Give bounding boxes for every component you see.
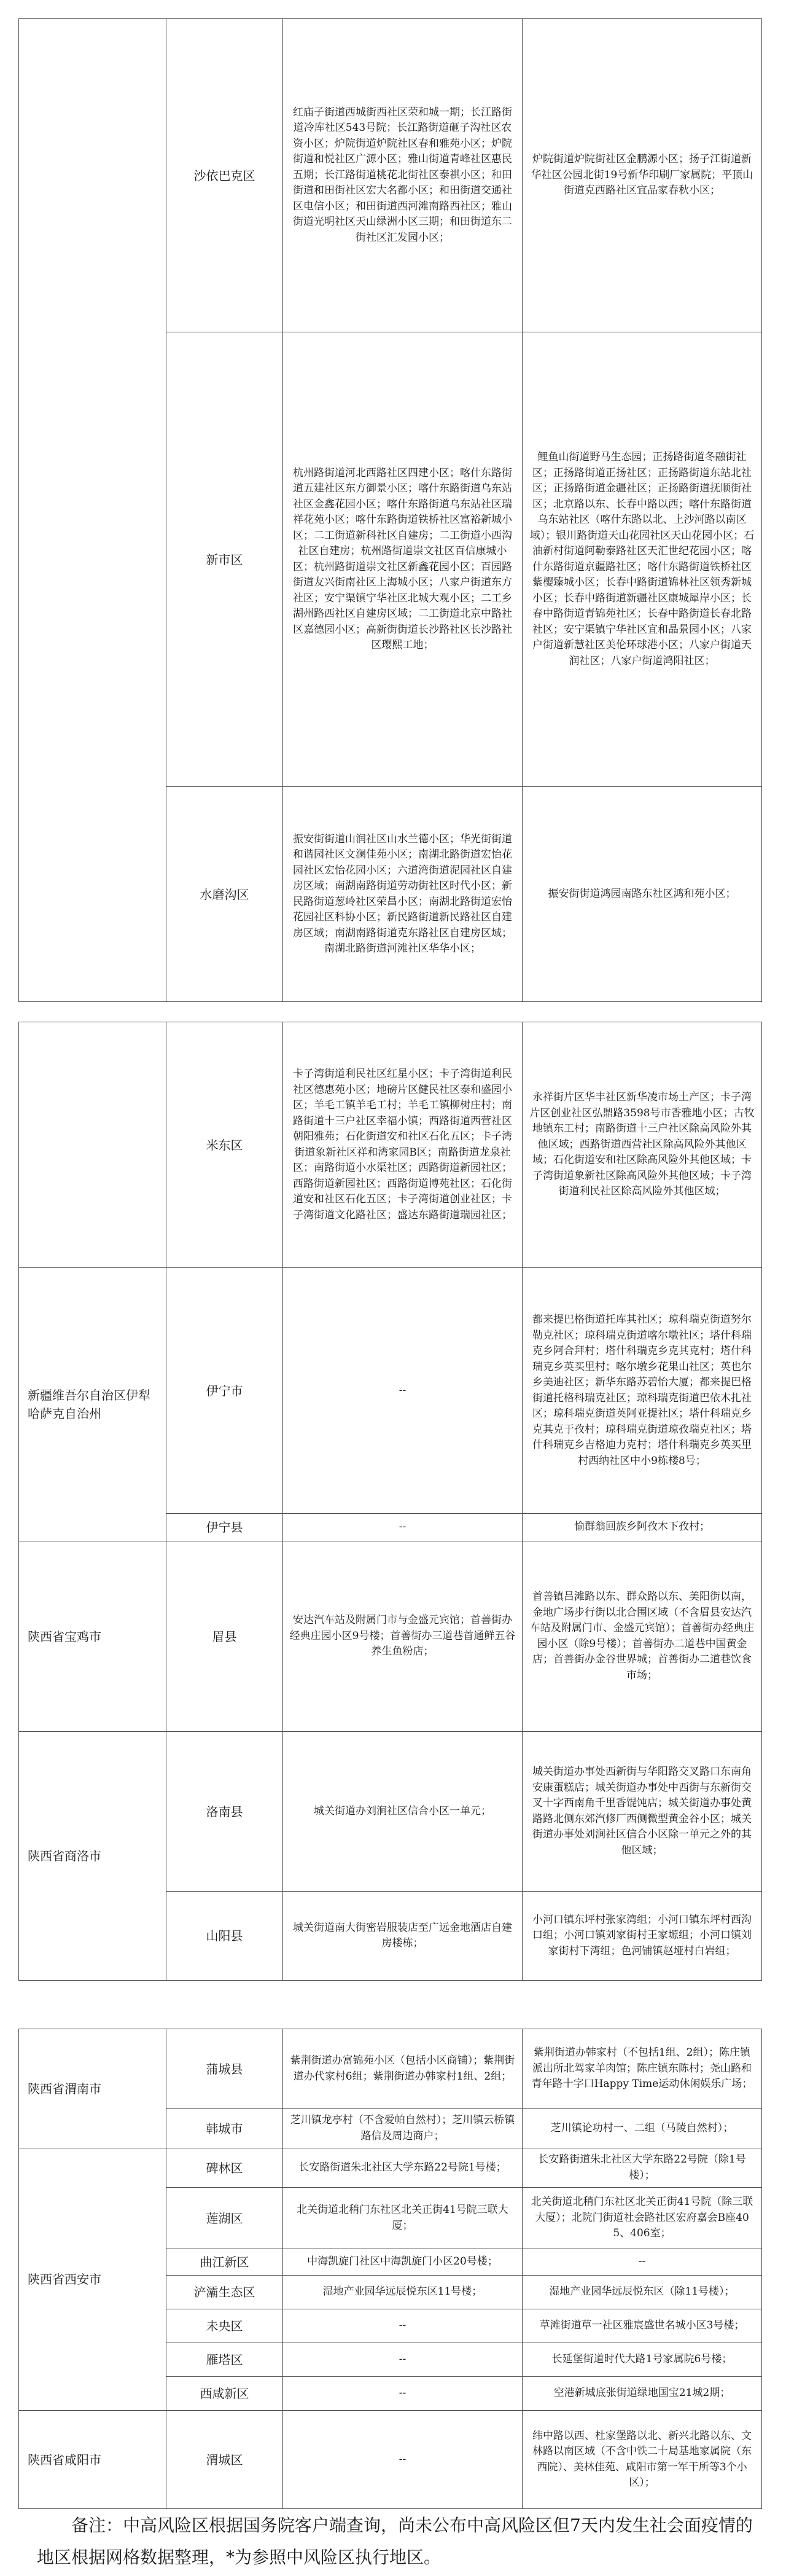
- province-cell: 陕西省咸阳市: [19, 2411, 166, 2509]
- high-risk-cell: 紫荆街道办富锦苑小区（包括小区商铺）；紫荆街道办代家村6组；紫荆街道办韩家村1组、2组；: [283, 2029, 523, 2109]
- footnote: 备注：中高风险区根据国务院客户端查询，尚未公布中高风险区但7天内发生社会面疫情的地区根据网格数据整理，*为参照中风险区执行地区。: [37, 2515, 753, 2567]
- risk-table-2: [18, 1022, 762, 1981]
- province-cell: 陕西省西安市: [19, 2148, 166, 2411]
- medium-risk-cell: 纬中路以西、杜家堡路以北、新兴北路以东、文林路以南区域（不含中铁二十局基地家属院（东西院）、美林佳苑、咸阳市第一军干所等3个小区）；: [523, 2411, 762, 2509]
- medium-risk-cell: 长安路街道朱北社区大学东路22号院（除1号楼）；: [523, 2148, 762, 2188]
- high-risk-cell: 城关街道南大街密岩服装店至广远金地酒店自建房楼栋；: [283, 1892, 523, 1981]
- province-cell: [19, 19, 166, 1002]
- province-cell: 陕西省商洛市: [19, 1732, 166, 1981]
- table-row: [19, 1732, 762, 1892]
- high-risk-cell: 红庙子街道西城街西社区荣和城一期；长江路街道冷库社区543号院；长江路街道砸子沟社区农资小区；炉院街道炉院社区春和雅苑小区；炉院街道和悦社区广源小区；雅山街道青峰社区惠民五期；长江路街道桃花北街社区泰祺小区；和田街道和田街社区宏大名都小区；和田街道交通社区电信小区；和田街道西河滩南路西社区；雅山街道光明社区天山绿洲小区三期；和田街道东二街社区汇发园小区；: [283, 19, 523, 332]
- high-risk-cell: --: [283, 1514, 523, 1541]
- district-cell: 浐灞生态区: [166, 2276, 283, 2309]
- district-cell: 西咸新区: [166, 2377, 283, 2411]
- district-cell: 新市区: [166, 332, 283, 787]
- table-row: [19, 1541, 762, 1732]
- table-row: [19, 1022, 762, 1268]
- table-row: [19, 2029, 762, 2109]
- medium-risk-cell: 炉院街道炉院街社区金鹏源小区；扬子江街道新华社区公园北街19号新华印刷厂家属院；平顶山街道克西路社区宜品家春秋小区；: [523, 19, 762, 332]
- table-row: [19, 1268, 762, 1514]
- high-risk-cell: 卡子湾街道利民社区红星小区；卡子湾街道利民社区德惠苑小区；地磅片区健民社区泰和盛园小区；羊毛工镇羊毛工村；羊毛工镇柳树庄村；南路街道十三户社区幸福小镇；西路街道西营社区朝阳雅苑；石化街道安和社区石化五区；卡子湾街道象新社区祥和湾家园B区；南路街道龙泉社区；南路街道小水渠社区；西路街道新园社区；西路街道新园社区；西路街道博苑社区；石化街道安和社区石化五区；卡子湾街道创业社区；卡子湾街道文化路社区；盛达东路街道瑞园社区；: [283, 1022, 523, 1268]
- medium-risk-cell: 鲤鱼山街道野马生态园；正扬路街道冬融街社区；正扬路街道正扬社区；正扬路街道东站北社区；正扬路街道金疆社区；正扬路街道抚顺街社区；北京路以东、长春中路以西；喀什东路街道乌东站社区（喀什东路以北、上沙河路以南区域）；银川路街道天山花园社区天山花园小区；石油新村街道阿勒泰路社区天汇世纪花园小区；喀什东路街道京疆路社区；喀什东路街道铁桥社区紫樱臻城小区；长春中路街道锦林社区领秀新城小区；长春中路街道新疆社区康城犀岸小区；长春中路街道青锦苑社区；长春中路街道长春北路社区；安宁渠镇宁华社区宜和晶景园小区；八家户街道新慧社区美伦环球港小区；八家户街道天润社区；八家户街道鸿阳社区；: [523, 332, 762, 787]
- district-cell: 水磨沟区: [166, 787, 283, 1002]
- medium-risk-cell: 北关街道北稍门东社区北关正街41号院（除三联大厦）；北院门街道社会路社区宏府嘉会B座405、406室；: [523, 2188, 762, 2249]
- high-risk-cell: 长安路街道朱北社区大学东路22号院1号楼；: [283, 2148, 523, 2188]
- district-cell: 雁塔区: [166, 2343, 283, 2377]
- district-cell: 碑林区: [166, 2148, 283, 2188]
- district-cell: 莲湖区: [166, 2188, 283, 2249]
- high-risk-cell: 湿地产业园华远辰悦东区11号楼；: [283, 2276, 523, 2309]
- province-cell: 新疆维吾尔自治区伊犁哈萨克自治州: [19, 1268, 166, 1541]
- medium-risk-cell: 城关街道办事处西新街与华阳路交叉路口东南角安康蛋糕店；城关街道办事处中西街与东新街交叉十字西南角千里香馄饨店；城关街道办事处黄路路北侧东郊汽修厂西侧微型黄金谷小区；城关街道办事处刘涧社区信合小区除一单元之外的其他区域；: [523, 1732, 762, 1892]
- high-risk-cell: --: [283, 1268, 523, 1514]
- district-cell: 伊宁县: [166, 1514, 283, 1541]
- risk-table-3: [18, 2029, 762, 2509]
- district-cell: 未央区: [166, 2309, 283, 2343]
- district-cell: 曲江新区: [166, 2249, 283, 2276]
- province-cell: 陕西省宝鸡市: [19, 1541, 166, 1732]
- district-cell: 渭城区: [166, 2411, 283, 2509]
- risk-table-1: [18, 18, 762, 1002]
- district-cell: 眉县: [166, 1541, 283, 1732]
- medium-risk-cell: 草滩街道草一社区雅宸盛世名城小区3号楼；: [523, 2309, 762, 2343]
- medium-risk-cell: 首善镇吕滩路以东、群众路以东、美阳街以南，金地广场步行街以北合围区域（不含眉县安达汽车站及附属门市、金盛元宾馆）；首善街办经典庄园小区（除9号楼）；首善街办二道巷中国黄金店；首善街办金谷世界城；首善街办二道巷饮食市场；: [523, 1541, 762, 1732]
- high-risk-cell: 城关街道办刘涧社区信合小区一单元；: [283, 1732, 523, 1892]
- medium-risk-cell: 芝川镇论功村一、二组（马陵自然村）；: [523, 2109, 762, 2148]
- medium-risk-cell: --: [523, 2249, 762, 2276]
- district-cell: 沙依巴克区: [166, 19, 283, 332]
- medium-risk-cell: 紫荆街道办韩家村（不包括1组、2组）；陈庄镇派出所北驾家羊肉馆；陈庄镇东陈村；尧山路和青年路十字口Happy Time运动休闲娱乐广场；: [523, 2029, 762, 2109]
- district-cell: 洛南县: [166, 1732, 283, 1892]
- table-row: [19, 2411, 762, 2509]
- district-cell: 韩城市: [166, 2109, 283, 2148]
- medium-risk-cell: 振安街街道鸿园南路东社区鸿和苑小区；: [523, 787, 762, 1002]
- table-row: [19, 19, 762, 332]
- high-risk-cell: --: [283, 2343, 523, 2377]
- high-risk-cell: 安达汽车站及附属门市与金盛元宾馆；首善街办经典庄园小区9号楼；首善街办三道巷首通鲜五谷养生鱼粉店；: [283, 1541, 523, 1732]
- province-cell: [19, 1022, 166, 1268]
- high-risk-cell: 芝川镇龙亭村（不含爱帕自然村）；芝川镇云桥镇路信及周边商户；: [283, 2109, 523, 2148]
- high-risk-cell: 振安街街道山润社区山水兰德小区；华光街街道和谐园社区文澜佳苑小区；南湖北路街道宏怡花园社区宏怡花园小区；六道湾街道泥园社区自建房区域；南湖南路街道劳动街社区时代小区；新民路街道葱岭社区荣昌小区；南湖北路街道宏怡花园社区科协小区；新民路街道新民路社区自建房区域；南湖南路街道克东路社区自建房区域；南湖北路街道河滩社区华华小区；: [283, 787, 523, 1002]
- high-risk-cell: --: [283, 2411, 523, 2509]
- province-cell: 陕西省渭南市: [19, 2029, 166, 2148]
- high-risk-cell: 北关街道北稍门东社区北关正街41号院三联大厦；: [283, 2188, 523, 2249]
- medium-risk-cell: 愉群翁回族乡阿孜木下孜村；: [523, 1514, 762, 1541]
- table-row: [19, 2148, 762, 2188]
- medium-risk-cell: 长延堡街道时代大路1号家属院6号楼；: [523, 2343, 762, 2377]
- medium-risk-cell: 都来提巴格街道托库其社区；琼科瑞克街道努尔勒克社区；琼科瑞克街道喀尔墩社区；塔什科瑞克乡阿合拜村；塔什科瑞克乡克其克村；塔什科瑞克乡英买里村；喀尔墩乡花果山社区；英也尔乡美迪社区；新华东路苏碧怡大厦；都来提巴格街道托格科瑞克社区；琼科瑞克街道巴依木扎社区；琼科瑞克街道英阿亚提社区；塔什科瑞克乡克其克于孜村；琼科瑞克街道琼孜瑞克社区；塔什科瑞克乡吉格迪力克村；塔什科瑞克乡英买里村西纳社区中小9栋楼8号；: [523, 1268, 762, 1514]
- medium-risk-cell: 小河口镇东坪村张家湾组；小河口镇东坪村西沟口组；小河口镇刘家街村王家塬组；小河口镇刘家街村下湾组；色河铺镇赵垭村白岩组；: [523, 1892, 762, 1981]
- district-cell: 伊宁市: [166, 1268, 283, 1514]
- district-cell: 米东区: [166, 1022, 283, 1268]
- medium-risk-cell: 空港新城底张街道绿地国宝21城2期；: [523, 2377, 762, 2411]
- high-risk-cell: 中海凯旋门社区中海凯旋门小区20号楼；: [283, 2249, 523, 2276]
- high-risk-cell: --: [283, 2377, 523, 2411]
- district-cell: 蒲城县: [166, 2029, 283, 2109]
- medium-risk-cell: 湿地产业园华远辰悦东区（除11号楼）；: [523, 2276, 762, 2309]
- high-risk-cell: 杭州路街道河北西路社区四建小区；喀什东路街道五建社区东方御景小区；喀什东路街道乌东站社区金鑫花园小区；喀什东路街道乌东站社区瑞祥花苑小区；喀什东路街道铁桥社区富裕新城小区；二工街道新科社区自建房；二工街道小西沟社区自建房；杭州路街道崇文社区百信康城小区；杭州路街道崇文社区新鑫花园小区；百园路街道友兴街南社区上海城小区；八家户街道东方社区；安宁渠镇宁华社区北城大观小区；二工乡湖州路西社区自建房区域；二工街道北京中路社区嘉德园小区；高新街街道长沙路社区长沙路社区璎熙工地；: [283, 332, 523, 787]
- high-risk-cell: --: [283, 2309, 523, 2343]
- district-cell: 山阳县: [166, 1892, 283, 1981]
- medium-risk-cell: 永祥街片区华丰社区新华凌市场土产区；卡子湾片区创业社区弘鼎路3598号市香雅地小区；古牧地镇东工村；南路街道十三户社区除高风险外其他区域；西路街道西营社区除高风险外其他区域；石化街道安和社区除高风险外其他区域；卡子湾街道象新社区除高风险外其他区域；卡子湾街道利民社区除高风险外其他区域；: [523, 1022, 762, 1268]
